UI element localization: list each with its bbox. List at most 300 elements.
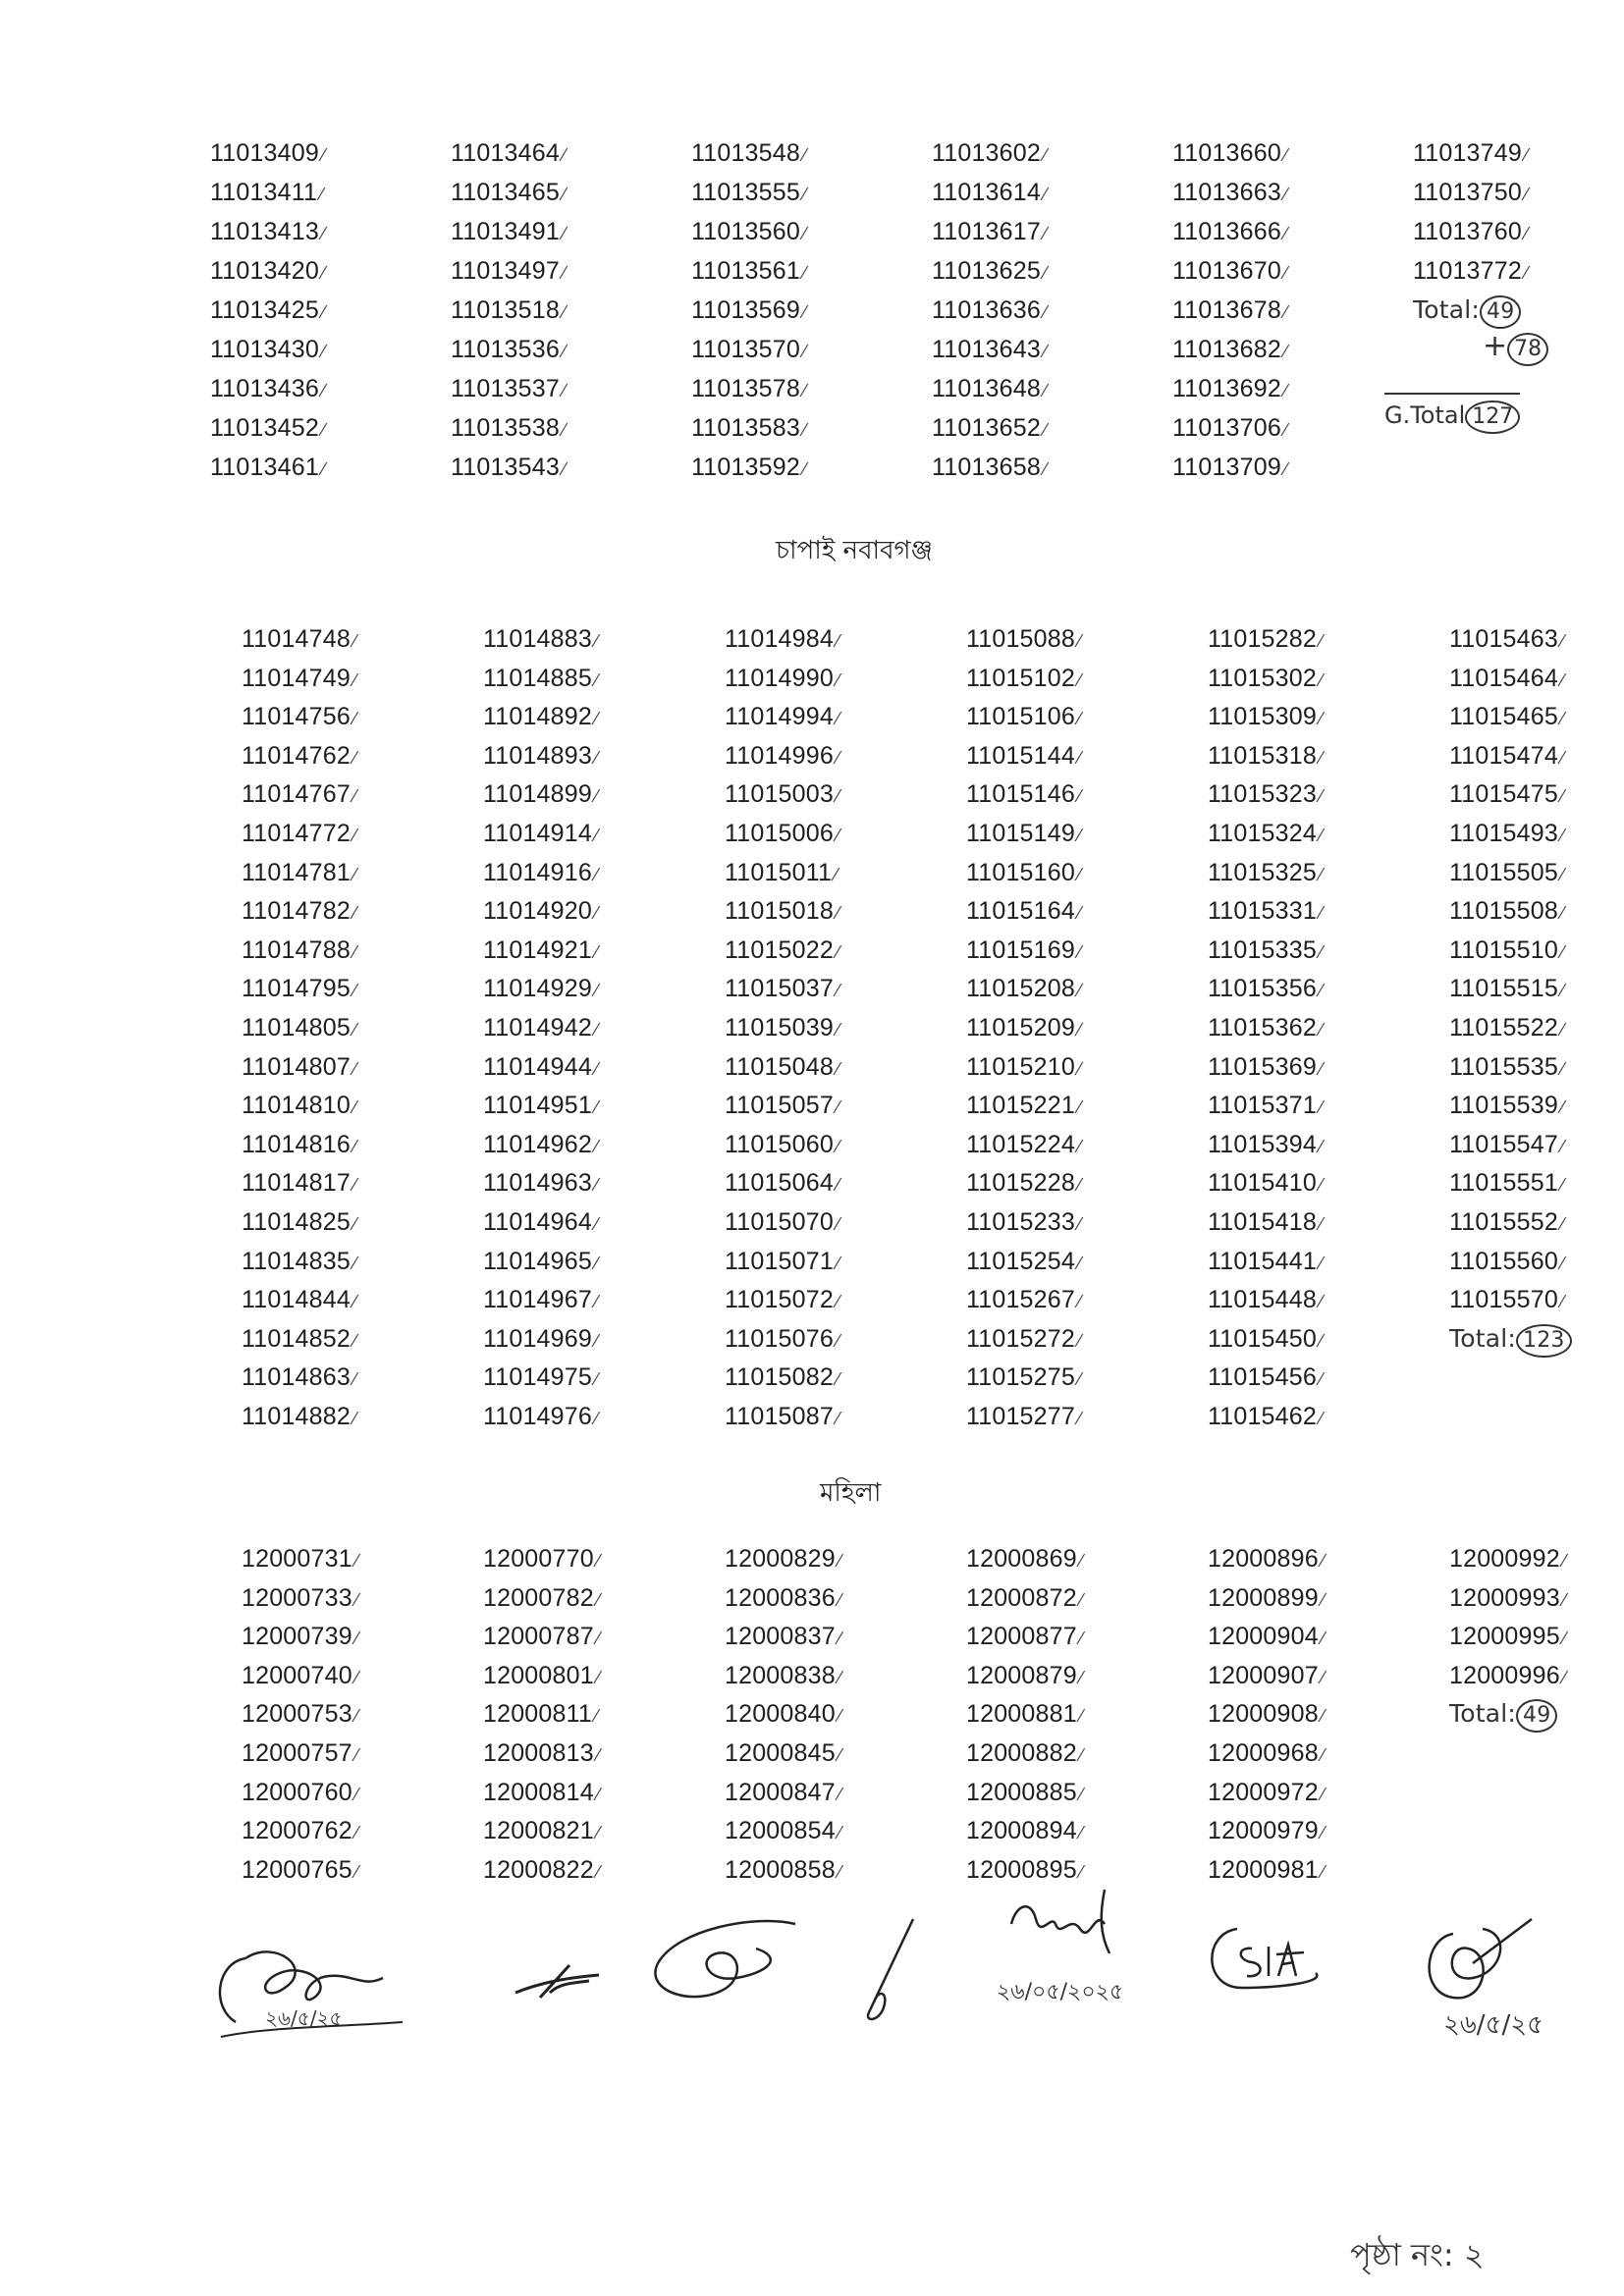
check-mark-icon: ⁄ — [1319, 941, 1324, 962]
check-mark-icon: ⁄ — [1077, 903, 1082, 924]
signature-2 — [511, 1953, 609, 2012]
roll-number — [1413, 213, 1624, 252]
check-mark-icon: ⁄ — [1079, 1706, 1084, 1727]
roll-number-text: 12000753 — [242, 1700, 352, 1729]
roll-number-text: 11013682 — [1172, 336, 1281, 363]
roll-number-text: 12000770 — [483, 1545, 594, 1573]
roll-number-text: 12000757 — [242, 1738, 352, 1767]
check-mark-icon: ⁄ — [1319, 1369, 1324, 1390]
check-mark-icon: ⁄ — [802, 224, 807, 243]
roll-number-text: 11013749 — [1413, 139, 1522, 167]
roll-number — [242, 775, 483, 815]
check-mark-icon: ⁄ — [321, 224, 326, 243]
roll-number — [725, 660, 966, 699]
roll-number — [1413, 174, 1624, 213]
check-mark-icon: ⁄ — [321, 459, 326, 479]
total-value: 49 — [1480, 295, 1521, 329]
roll-number — [1449, 660, 1624, 699]
roll-number — [1172, 331, 1413, 370]
check-mark-icon: ⁄ — [1043, 420, 1048, 440]
roll-number — [966, 698, 1208, 737]
check-mark-icon: ⁄ — [1560, 1175, 1565, 1196]
check-mark-icon: ⁄ — [1077, 1213, 1082, 1234]
roll-number — [932, 134, 1172, 174]
roll-number — [242, 1320, 483, 1360]
check-mark-icon: ⁄ — [352, 941, 357, 962]
roll-number — [725, 1774, 966, 1813]
roll-number-text: 11014835 — [242, 1247, 351, 1275]
check-mark-icon: ⁄ — [1560, 1213, 1565, 1234]
roll-number-text: 12000869 — [966, 1545, 1077, 1573]
check-mark-icon: ⁄ — [1043, 342, 1048, 361]
roll-number-text: 11014914 — [483, 819, 592, 847]
roll-number-text: 11014920 — [483, 897, 592, 926]
check-mark-icon: ⁄ — [594, 786, 599, 807]
signature-5 — [992, 1885, 1139, 1963]
check-mark-icon: ⁄ — [836, 1136, 840, 1156]
check-mark-icon: ⁄ — [1319, 1408, 1324, 1428]
roll-number — [1208, 737, 1449, 776]
roll-number-text: 11015551 — [1449, 1169, 1558, 1198]
roll-number — [451, 409, 691, 449]
roll-number — [1208, 660, 1449, 699]
roll-number — [966, 1735, 1208, 1774]
roll-number — [1449, 970, 1624, 1009]
roll-number-text: 11013670 — [1172, 257, 1281, 285]
roll-number — [242, 1774, 483, 1813]
roll-number — [1172, 370, 1413, 409]
check-mark-icon: ⁄ — [836, 1253, 840, 1273]
roll-number — [966, 737, 1208, 776]
check-mark-icon: ⁄ — [1560, 786, 1565, 807]
roll-number-text: 11015282 — [1208, 625, 1317, 653]
roll-number — [1449, 1048, 1624, 1088]
roll-number-text: 11015022 — [725, 935, 834, 964]
roll-number-text: 11015508 — [1449, 897, 1558, 926]
roll-number — [242, 970, 483, 1009]
roll-number-text: 11014892 — [483, 703, 592, 731]
roll-number — [1449, 1540, 1624, 1579]
roll-number — [1449, 1126, 1624, 1165]
check-mark-icon: ⁄ — [1560, 864, 1565, 884]
page-number: পৃষ্ঠা নং: ২ — [1350, 2236, 1485, 2273]
roll-number — [483, 970, 725, 1009]
roll-number — [691, 409, 932, 449]
roll-number — [1172, 409, 1413, 449]
check-mark-icon: ⁄ — [1077, 1097, 1082, 1118]
roll-number-text: 11015064 — [725, 1169, 834, 1198]
check-mark-icon: ⁄ — [1321, 1551, 1326, 1571]
roll-number-text: 11013658 — [932, 454, 1041, 481]
roll-number-text: 11014976 — [483, 1402, 592, 1430]
roll-number-text: 11014756 — [242, 703, 351, 731]
check-mark-icon: ⁄ — [1079, 1629, 1084, 1649]
check-mark-icon: ⁄ — [1077, 1136, 1082, 1156]
check-mark-icon: ⁄ — [1321, 1667, 1326, 1687]
roll-number — [1449, 932, 1624, 971]
roll-number — [242, 854, 483, 893]
roll-number — [1449, 1243, 1624, 1282]
signature-3 — [638, 1909, 815, 2017]
check-mark-icon: ⁄ — [594, 1330, 599, 1351]
check-mark-icon: ⁄ — [1043, 185, 1048, 204]
roll-number-text: 11014921 — [483, 935, 592, 964]
check-mark-icon: ⁄ — [1319, 1058, 1324, 1079]
roll-number — [966, 775, 1208, 815]
check-mark-icon: ⁄ — [802, 145, 807, 165]
roll-number-text: 11013692 — [1172, 375, 1281, 402]
check-mark-icon: ⁄ — [1560, 1253, 1565, 1273]
roll-number — [210, 370, 451, 409]
roll-number-text: 11015522 — [1449, 1013, 1558, 1041]
roll-number — [483, 1243, 725, 1282]
check-mark-icon: ⁄ — [352, 1058, 357, 1079]
roll-number — [725, 1657, 966, 1696]
roll-number-text: 11015072 — [725, 1286, 834, 1314]
roll-number-text: 12000840 — [725, 1700, 836, 1729]
roll-number-text: 11013497 — [451, 257, 560, 285]
roll-number-text: 12000762 — [242, 1817, 352, 1845]
check-mark-icon: ⁄ — [352, 1097, 357, 1118]
roll-number-text: 11015475 — [1449, 780, 1558, 809]
total-label: Total: — [1413, 295, 1481, 324]
roll-number-text: 11015146 — [966, 780, 1075, 809]
check-mark-icon: ⁄ — [352, 1136, 357, 1156]
roll-number — [483, 620, 725, 660]
check-mark-icon: ⁄ — [352, 981, 357, 1001]
roll-number-text: 12000904 — [1208, 1623, 1319, 1651]
check-mark-icon: ⁄ — [1283, 185, 1288, 204]
check-mark-icon: ⁄ — [594, 1253, 599, 1273]
roll-number — [1208, 1398, 1449, 1437]
roll-number-text: 12000992 — [1449, 1545, 1560, 1573]
roll-number-text: 12000995 — [1449, 1623, 1560, 1651]
roll-number-text: 11015254 — [966, 1247, 1075, 1275]
roll-number-text: 11014885 — [483, 664, 592, 692]
check-mark-icon: ⁄ — [321, 263, 326, 283]
roll-number-text: 11014962 — [483, 1130, 592, 1158]
check-mark-icon: ⁄ — [836, 1369, 840, 1390]
check-mark-icon: ⁄ — [594, 1408, 599, 1428]
roll-number — [1208, 1164, 1449, 1203]
check-mark-icon: ⁄ — [321, 302, 326, 322]
roll-number — [1208, 1243, 1449, 1282]
roll-number-text: 11015462 — [1208, 1402, 1317, 1430]
check-mark-icon: ⁄ — [352, 825, 357, 845]
signature-4 — [854, 1914, 923, 2032]
check-mark-icon: ⁄ — [1319, 1019, 1324, 1040]
roll-number-text: 11015362 — [1208, 1013, 1317, 1041]
roll-number — [932, 292, 1172, 331]
roll-number — [691, 174, 932, 213]
check-mark-icon: ⁄ — [354, 1744, 359, 1765]
roll-number-text: 11014990 — [725, 664, 834, 692]
roll-number — [1208, 1320, 1449, 1360]
check-mark-icon: ⁄ — [1319, 1253, 1324, 1273]
roll-number — [966, 1695, 1208, 1735]
roll-number-text: 12000993 — [1449, 1583, 1560, 1612]
roll-number — [966, 1126, 1208, 1165]
roll-number — [1208, 1087, 1449, 1126]
roll-number-text: 11013592 — [691, 454, 800, 481]
check-mark-icon: ⁄ — [594, 1175, 599, 1196]
roll-number — [483, 1281, 725, 1320]
check-mark-icon: ⁄ — [802, 420, 807, 440]
check-mark-icon: ⁄ — [354, 1629, 359, 1649]
roll-number — [1413, 252, 1624, 292]
check-mark-icon: ⁄ — [1077, 1408, 1082, 1428]
roll-number — [451, 331, 691, 370]
check-mark-icon: ⁄ — [836, 1292, 840, 1312]
check-mark-icon: ⁄ — [354, 1589, 359, 1610]
check-mark-icon: ⁄ — [1079, 1589, 1084, 1610]
roll-number-text: 11013452 — [210, 414, 319, 442]
check-mark-icon: ⁄ — [352, 1330, 357, 1351]
check-mark-icon: ⁄ — [802, 381, 807, 400]
roll-number — [691, 449, 932, 488]
roll-number — [242, 1009, 483, 1048]
signature-5-date: ২৬/০৫/২০২৫ — [997, 1980, 1124, 2004]
roll-number — [242, 1203, 483, 1243]
roll-number-text: 11015324 — [1208, 819, 1317, 847]
roll-number-text: 11014942 — [483, 1013, 592, 1041]
check-mark-icon: ⁄ — [354, 1823, 359, 1843]
roll-number — [242, 1657, 483, 1696]
roll-number-text: 11013561 — [691, 257, 800, 285]
check-mark-icon: ⁄ — [1560, 1058, 1565, 1079]
roll-number-text: 11015070 — [725, 1207, 834, 1236]
roll-number-text: 11015369 — [1208, 1052, 1317, 1081]
roll-number-text: 11015087 — [725, 1402, 834, 1430]
roll-number-text: 11014893 — [483, 741, 592, 770]
roll-number — [242, 892, 483, 932]
roll-number-text: 11014929 — [483, 975, 592, 1003]
roll-number — [1208, 970, 1449, 1009]
roll-number-text: 11015309 — [1208, 703, 1317, 731]
roll-number — [966, 1618, 1208, 1657]
check-mark-icon: ⁄ — [1283, 342, 1288, 361]
roll-number-text: 11013491 — [451, 218, 560, 245]
roll-number — [483, 1540, 725, 1579]
roll-number-text: 11015048 — [725, 1052, 834, 1081]
roll-number-text: 11015210 — [966, 1052, 1075, 1081]
check-mark-icon: ⁄ — [594, 825, 599, 845]
roll-number — [1208, 1695, 1449, 1735]
roll-number-text: 11013709 — [1172, 454, 1281, 481]
roll-number-text: 12000882 — [966, 1738, 1077, 1767]
roll-number-text: 11013570 — [691, 336, 800, 363]
roll-number-text: 11013666 — [1172, 218, 1281, 245]
check-mark-icon: ⁄ — [321, 342, 326, 361]
roll-number-text: 12000760 — [242, 1778, 352, 1806]
roll-number — [210, 174, 451, 213]
check-mark-icon: ⁄ — [1077, 825, 1082, 845]
roll-number — [210, 252, 451, 292]
roll-number-text: 12000811 — [483, 1700, 592, 1729]
check-mark-icon: ⁄ — [352, 864, 357, 884]
roll-number-text: 11014782 — [242, 897, 351, 926]
roll-number-text: 11015160 — [966, 858, 1075, 886]
roll-number-text: 12000740 — [242, 1661, 352, 1689]
roll-number — [1449, 1618, 1624, 1657]
roll-number-text: 11014969 — [483, 1324, 592, 1353]
check-mark-icon: ⁄ — [1560, 747, 1565, 768]
roll-number — [483, 932, 725, 971]
roll-number-text: 11013411 — [210, 179, 318, 206]
roll-number — [932, 409, 1172, 449]
roll-number — [1208, 1009, 1449, 1048]
roll-number — [966, 1359, 1208, 1398]
roll-number — [966, 1657, 1208, 1696]
roll-number — [725, 1540, 966, 1579]
roll-number-text: 11014882 — [242, 1402, 351, 1430]
check-mark-icon: ⁄ — [562, 381, 567, 400]
roll-number-text: 12000981 — [1208, 1855, 1319, 1884]
roll-number — [1172, 213, 1413, 252]
check-mark-icon: ⁄ — [1319, 1330, 1324, 1351]
check-mark-icon: ⁄ — [1079, 1551, 1084, 1571]
check-mark-icon: ⁄ — [354, 1706, 359, 1727]
roll-number-text: 11015275 — [966, 1363, 1075, 1392]
roll-number — [483, 1618, 725, 1657]
roll-number-text: 11013617 — [932, 218, 1041, 245]
check-mark-icon: ⁄ — [1079, 1823, 1084, 1843]
roll-number — [1208, 1812, 1449, 1851]
roll-number-text: 11015474 — [1449, 741, 1558, 770]
check-mark-icon: ⁄ — [1283, 224, 1288, 243]
check-mark-icon: ⁄ — [1283, 459, 1288, 479]
roll-number — [483, 1164, 725, 1203]
roll-number-text: 12000838 — [725, 1661, 836, 1689]
check-mark-icon: ⁄ — [1319, 1292, 1324, 1312]
roll-number-text: 11015060 — [725, 1130, 834, 1158]
roll-number-text: 11014825 — [242, 1207, 351, 1236]
check-mark-icon: ⁄ — [1562, 1629, 1567, 1649]
check-mark-icon: ⁄ — [594, 1706, 599, 1727]
roll-number — [725, 1126, 966, 1165]
check-mark-icon: ⁄ — [1077, 1292, 1082, 1312]
check-mark-icon: ⁄ — [836, 1175, 840, 1196]
roll-number-text: 11015006 — [725, 819, 834, 847]
roll-number-text: 11015076 — [725, 1324, 834, 1353]
roll-number — [483, 1320, 725, 1360]
check-mark-icon: ⁄ — [1319, 709, 1324, 729]
roll-number — [483, 775, 725, 815]
check-mark-icon: ⁄ — [562, 342, 567, 361]
check-mark-icon: ⁄ — [1321, 1629, 1326, 1649]
check-mark-icon: ⁄ — [836, 786, 840, 807]
roll-number — [1172, 174, 1413, 213]
roll-number — [483, 1048, 725, 1088]
roll-number-text: 11015272 — [966, 1324, 1075, 1353]
check-mark-icon: ⁄ — [321, 381, 326, 400]
check-mark-icon: ⁄ — [1283, 420, 1288, 440]
roll-number — [242, 1812, 483, 1851]
roll-number — [725, 1320, 966, 1360]
roll-number-text: 12000739 — [242, 1623, 352, 1651]
roll-number — [1208, 1281, 1449, 1320]
roll-number-text: 11015325 — [1208, 858, 1317, 886]
check-mark-icon: ⁄ — [594, 1019, 599, 1040]
roll-number-text: 11013625 — [932, 257, 1041, 285]
roll-number — [1208, 854, 1449, 893]
roll-number-text: 12000801 — [483, 1661, 594, 1689]
roll-number — [483, 1359, 725, 1398]
check-mark-icon: ⁄ — [352, 1253, 357, 1273]
roll-number-text: 12000881 — [966, 1700, 1077, 1729]
roll-number-text: 11015356 — [1208, 975, 1317, 1003]
check-mark-icon: ⁄ — [838, 1823, 842, 1843]
roll-number — [242, 1048, 483, 1088]
roll-number-text: 11015037 — [725, 975, 834, 1003]
roll-number-text: 12000899 — [1208, 1583, 1319, 1612]
grand-total: G.Total 127 — [1384, 393, 1520, 434]
check-mark-icon: ⁄ — [836, 941, 840, 962]
roll-number-text: 12000894 — [966, 1817, 1077, 1845]
check-mark-icon: ⁄ — [1560, 1292, 1565, 1312]
roll-number-text: 11013436 — [210, 375, 319, 402]
roll-number-text: 12000845 — [725, 1738, 836, 1767]
roll-number-text: 11015088 — [966, 625, 1075, 653]
roll-number — [966, 1812, 1208, 1851]
roll-number — [242, 1695, 483, 1735]
roll-number — [725, 1164, 966, 1203]
check-mark-icon: ⁄ — [1079, 1784, 1084, 1804]
roll-number-text: 11015441 — [1208, 1247, 1317, 1275]
roll-number-text: 11013660 — [1172, 139, 1281, 167]
check-mark-icon: ⁄ — [594, 941, 599, 962]
check-mark-icon: ⁄ — [1283, 381, 1288, 400]
roll-number — [725, 1243, 966, 1282]
roll-number — [1449, 1087, 1624, 1126]
roll-number — [691, 213, 932, 252]
check-mark-icon: ⁄ — [596, 1784, 601, 1804]
roll-number — [242, 1164, 483, 1203]
check-mark-icon: ⁄ — [836, 1330, 840, 1351]
check-mark-icon: ⁄ — [320, 185, 324, 204]
check-mark-icon: ⁄ — [1077, 941, 1082, 962]
check-mark-icon: ⁄ — [838, 1551, 842, 1571]
roll-number-text: 11015102 — [966, 664, 1075, 692]
roll-number — [1449, 620, 1624, 660]
roll-number — [242, 1359, 483, 1398]
roll-number-text: 12000837 — [725, 1623, 836, 1651]
check-mark-icon: ⁄ — [1560, 1019, 1565, 1040]
roll-number — [966, 932, 1208, 971]
roll-number — [242, 1398, 483, 1437]
check-mark-icon: ⁄ — [1043, 224, 1048, 243]
check-mark-icon: ⁄ — [836, 1019, 840, 1040]
roll-number-text: 11015450 — [1208, 1324, 1317, 1353]
roll-number — [725, 932, 966, 971]
check-mark-icon: ⁄ — [838, 1744, 842, 1765]
check-mark-icon: ⁄ — [1319, 669, 1324, 690]
roll-number-text: 12000968 — [1208, 1738, 1319, 1767]
roll-number-text: 11013560 — [691, 218, 800, 245]
roll-number — [483, 1851, 725, 1891]
check-mark-icon: ⁄ — [352, 786, 357, 807]
check-mark-icon: ⁄ — [1321, 1706, 1326, 1727]
roll-number-text: 11014748 — [242, 625, 351, 653]
roll-number-text: 11014916 — [483, 858, 592, 886]
roll-number — [1449, 1164, 1624, 1203]
roll-number — [966, 1540, 1208, 1579]
roll-number — [451, 370, 691, 409]
check-mark-icon: ⁄ — [1319, 1213, 1324, 1234]
roll-number — [966, 854, 1208, 893]
roll-number-text: 11014863 — [242, 1363, 351, 1392]
roll-number — [932, 370, 1172, 409]
